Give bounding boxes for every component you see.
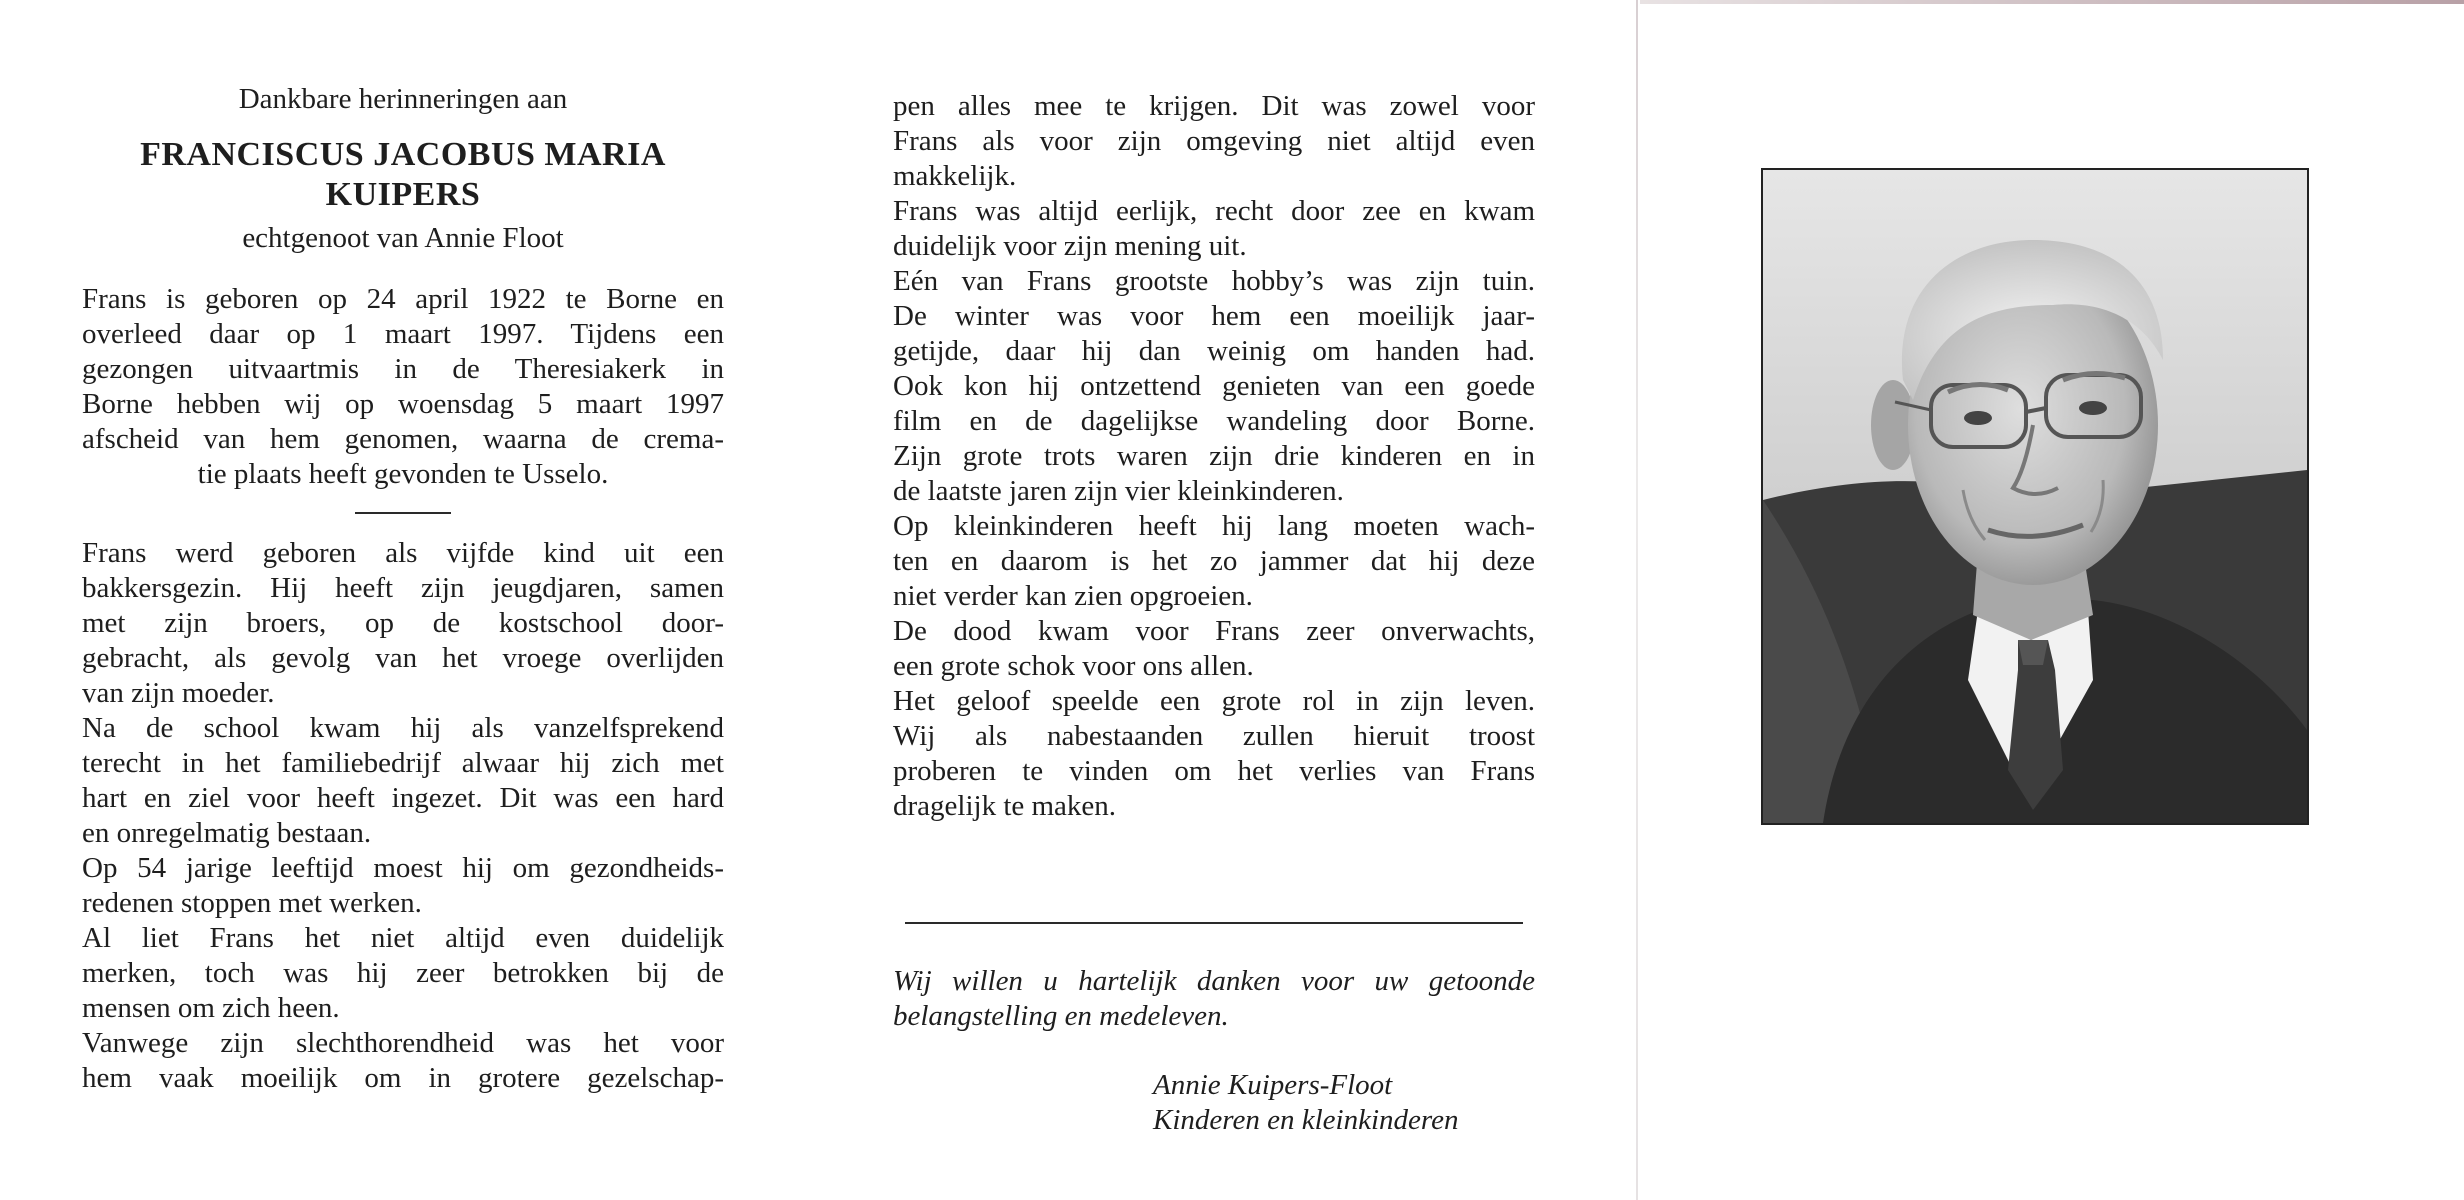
text-line: Vanwege zijn slechthorendheid was het voor [82, 1027, 724, 1059]
text-line: en onregelmatig bestaan. [82, 817, 372, 849]
text-line: De winter was voor hem een moeilijk jaar- [893, 300, 1535, 332]
text-line: Ook kon hij ontzettend genieten van een goede [893, 370, 1535, 402]
middle-column [893, 89, 1535, 824]
bio-paragraph [82, 282, 724, 492]
section-divider [355, 512, 451, 514]
bio-line: overleed daar op 1 maart 1997. Tijdens een [82, 318, 724, 350]
thanks-message [893, 964, 1535, 1034]
text-line: dragelijk te maken. [893, 790, 1117, 822]
text-line: Op kleinkinderen heeft hij lang moeten wach- [893, 510, 1535, 542]
text-line: Frans als voor zijn omgeving niet altijd even [893, 125, 1535, 157]
signoff-line: Annie Kuipers-Floot [1153, 1069, 1393, 1101]
signoff-line: Kinderen en kleinkinderen [1153, 1104, 1459, 1136]
card-fold-line [1636, 0, 1638, 1200]
bio-line: Frans is geboren op 24 april 1922 te Borne en [82, 283, 724, 315]
thanks-line: Wij willen u hartelijk danken voor uw getoonde [893, 965, 1535, 997]
text-line: van zijn moeder. [82, 677, 275, 709]
bio-line: afscheid van hem genomen, waarna de crema- [82, 423, 724, 455]
bio-line-last: tie plaats heeft gevonden te Usselo. [197, 458, 609, 490]
thanks-divider [905, 922, 1523, 924]
text-line: hart en ziel voor heeft ingezet. Dit was een hard [82, 782, 724, 814]
text-line: duidelijk voor zijn mening uit. [893, 230, 1247, 262]
text-line: Zijn grote trots waren zijn drie kinderen en in [893, 440, 1535, 472]
text-line: Al liet Frans het niet altijd even duidelijk [82, 922, 724, 954]
text-line: Op 54 jarige leeftijd moest hij om gezondheids- [82, 852, 724, 884]
text-line: Het geloof speelde een grote rol in zijn leven. [893, 685, 1535, 717]
text-line: makkelijk. [893, 160, 1017, 192]
text-line: Frans werd geboren als vijfde kind uit een [82, 537, 724, 569]
text-line: terecht in het familiebedrijf alwaar hij zich met [82, 747, 724, 779]
text-line: gebracht, als gevolg van het vroege overlijden [82, 642, 724, 674]
text-line: pen alles mee te krijgen. Dit was zowel voor [893, 90, 1535, 122]
text-line: film en de dagelijkse wandeling door Borne. [893, 405, 1535, 437]
text-line: bakkersgezin. Hij heeft zijn jeugdjaren, samen [82, 572, 724, 604]
text-line: De dood kwam voor Frans zeer onverwachts, [893, 615, 1535, 647]
card-top-edge [1640, 0, 2464, 4]
text-line: merken, toch was hij zeer betrokken bij de [82, 957, 724, 989]
portrait-image [1763, 170, 2307, 823]
bio-line: Borne hebben wij op woensdag 5 maart 1997 [82, 388, 724, 420]
intro-text: Dankbare herinneringen aan [238, 83, 568, 115]
text-line: Wij als nabestaanden zullen hieruit troost [893, 720, 1535, 752]
text-line: Eén van Frans grootste hobby’s was zijn tuin. [893, 265, 1535, 297]
text-line: niet verder kan zien opgroeien. [893, 580, 1253, 612]
text-line: Na de school kwam hij als vanzelfsprekend [82, 712, 724, 744]
text-line: hem vaak moeilijk om in grotere gezelschap- [82, 1062, 724, 1094]
text-line: de laatste jaren zijn vier kleinkinderen. [893, 475, 1344, 507]
text-line: Frans was altijd eerlijk, recht door zee en kwam [893, 195, 1535, 227]
portrait-photo [1761, 168, 2309, 825]
left-column [82, 82, 724, 1096]
thanks-line: belangstelling en medeleven. [893, 1000, 1229, 1032]
deceased-name-line2: KUIPERS [325, 176, 481, 213]
text-line: mensen om zich heen. [82, 992, 340, 1024]
text-line: redenen stoppen met werken. [82, 887, 422, 919]
spouse-text: echtgenoot van Annie Floot [242, 222, 564, 254]
deceased-name-line1: FRANCISCUS JACOBUS MARIA [140, 136, 666, 173]
text-line: ten en daarom is het zo jammer dat hij deze [893, 545, 1535, 577]
text-line: proberen te vinden om het verlies van Frans [893, 755, 1535, 787]
family-signoff [1153, 1068, 1533, 1138]
text-line: met zijn broers, op de kostschool door- [82, 607, 724, 639]
bio-line: gezongen uitvaartmis in de Theresiakerk in [82, 353, 724, 385]
text-line: een grote schok voor ons allen. [893, 650, 1254, 682]
text-line: getijde, daar hij dan weinig om handen had. [893, 335, 1535, 367]
story-paragraph [82, 536, 724, 1096]
